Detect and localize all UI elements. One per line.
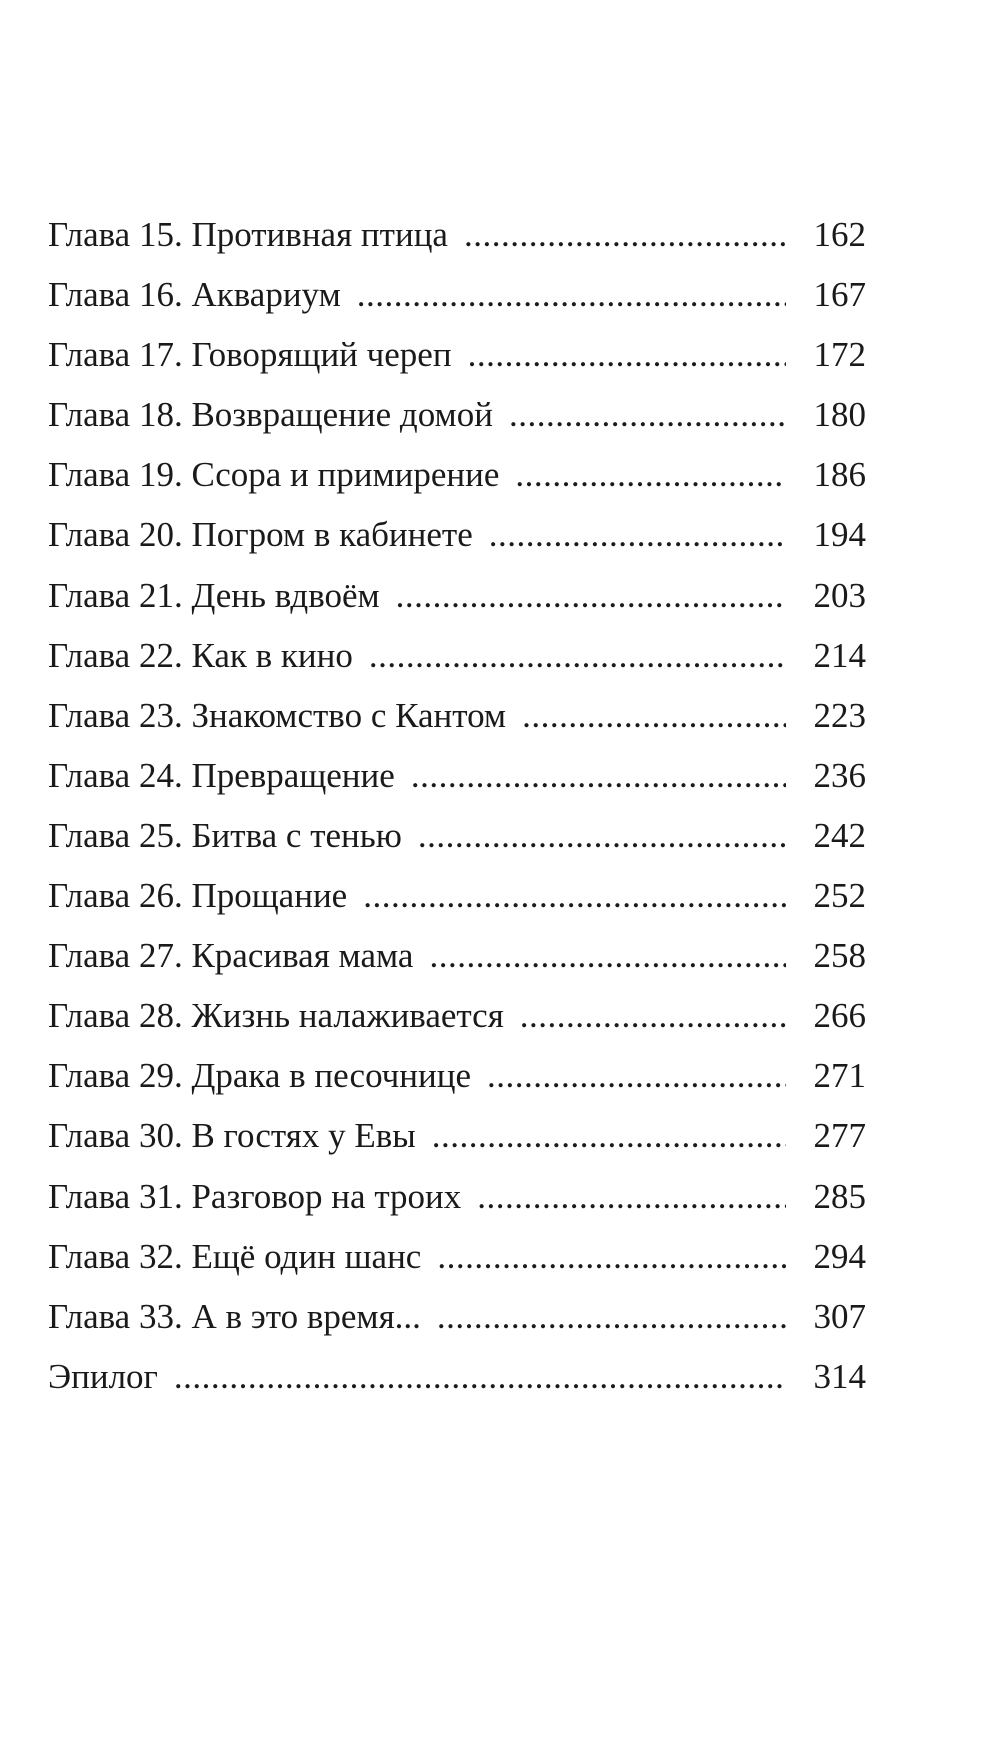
toc-dot-leader	[489, 505, 786, 565]
toc-dot-leader	[418, 806, 786, 866]
toc-entry-page: 223	[813, 695, 866, 735]
toc-entry-title: Глава 21. День вдвоём	[48, 575, 380, 615]
toc-entry-page: 162	[813, 215, 866, 254]
toc-entry-page: 258	[813, 936, 866, 976]
toc-dot-leader	[411, 746, 786, 806]
toc-entry-page: 307	[813, 1296, 866, 1336]
toc-entry	[48, 686, 866, 746]
toc-entry-title: Глава 33. А в это время...	[48, 1296, 421, 1336]
toc-entry-title: Глава 15. Противная птица	[48, 215, 448, 254]
toc-entry-title: Глава 29. Драка в песочнице	[48, 1056, 471, 1096]
toc-entry	[48, 1287, 866, 1347]
toc-entry-title: Глава 24. Превращение	[48, 755, 395, 795]
toc-dot-leader	[432, 1106, 786, 1166]
toc-dot-leader	[468, 325, 786, 385]
toc-entry-page: 314	[813, 1356, 866, 1396]
toc-dot-leader	[429, 926, 786, 986]
toc-dot-leader	[369, 626, 786, 686]
toc-entry-page: 180	[813, 395, 866, 435]
toc-entry-page: 285	[813, 1176, 866, 1216]
toc-entry	[48, 325, 866, 385]
toc-entry-page: 214	[813, 635, 866, 675]
toc-entry-title: Глава 17. Говорящий череп	[48, 335, 452, 375]
toc-entry	[48, 986, 866, 1046]
toc-dot-leader	[464, 205, 786, 265]
toc-entry-page: 172	[813, 335, 866, 375]
toc-entry-title: Глава 26. Прощание	[48, 876, 348, 916]
toc-entry	[48, 1227, 866, 1287]
toc-entry-title: Глава 20. Погром в кабинете	[48, 515, 473, 555]
toc-entry-page: 194	[813, 515, 866, 555]
toc-entry-title: Глава 19. Ссора и примирение	[48, 455, 500, 495]
toc-entry	[48, 1046, 866, 1106]
toc-entry-page: 236	[813, 755, 866, 795]
toc-entry	[48, 1167, 866, 1227]
toc-entry-page: 167	[813, 275, 866, 315]
toc-entry-title: Глава 23. Знакомство с Кантом	[48, 695, 507, 735]
toc-dot-leader	[477, 1167, 786, 1227]
toc-entry-title: Глава 30. В гостях у Евы	[48, 1116, 416, 1156]
toc-entry-title: Глава 16. Аквариум	[48, 275, 341, 315]
toc-entry-page: 203	[813, 575, 866, 615]
toc-entry-title: Глава 32. Ещё один шанс	[48, 1236, 422, 1276]
toc-entry-page: 186	[813, 455, 866, 495]
toc-entry	[48, 806, 866, 866]
toc-dot-leader	[509, 385, 786, 445]
toc-dot-leader	[515, 445, 786, 505]
toc-entry	[48, 205, 866, 265]
toc-entry	[48, 626, 866, 686]
toc-entry	[48, 746, 866, 806]
toc-dot-leader	[520, 986, 786, 1046]
toc-entry	[48, 566, 866, 626]
toc-entry-title: Глава 22. Как в кино	[48, 635, 353, 675]
toc-entry	[48, 385, 866, 445]
table-of-contents	[48, 205, 866, 1407]
toc-dot-leader	[174, 1347, 786, 1407]
toc-entry-title: Глава 31. Разговор на троих	[48, 1176, 462, 1216]
toc-entry	[48, 1106, 866, 1166]
toc-dot-leader	[437, 1227, 786, 1287]
toc-entry-page: 242	[813, 815, 866, 855]
toc-entry-page: 294	[813, 1236, 866, 1276]
toc-entry-page: 266	[813, 996, 866, 1036]
toc-entry-page: 271	[813, 1056, 866, 1096]
toc-entry-title: Глава 18. Возвращение домой	[48, 395, 493, 435]
toc-entry-title: Глава 27. Красивая мама	[48, 936, 414, 976]
toc-entry-page: 277	[813, 1116, 866, 1156]
toc-entry	[48, 926, 866, 986]
toc-dot-leader	[437, 1287, 786, 1347]
toc-dot-leader	[487, 1046, 786, 1106]
toc-entry	[48, 866, 866, 926]
toc-entry	[48, 505, 866, 565]
toc-dot-leader	[396, 566, 786, 626]
toc-dot-leader	[522, 686, 786, 746]
toc-dot-leader	[357, 265, 786, 325]
toc-entry-page: 252	[813, 876, 866, 916]
toc-entry	[48, 445, 866, 505]
toc-entry	[48, 1347, 866, 1407]
toc-dot-leader	[363, 866, 786, 926]
toc-entry	[48, 265, 866, 325]
toc-entry-title: Глава 28. Жизнь налаживается	[48, 996, 504, 1036]
toc-entry-title: Эпилог	[48, 1356, 158, 1396]
toc-entry-title: Глава 25. Битва с тенью	[48, 815, 402, 855]
